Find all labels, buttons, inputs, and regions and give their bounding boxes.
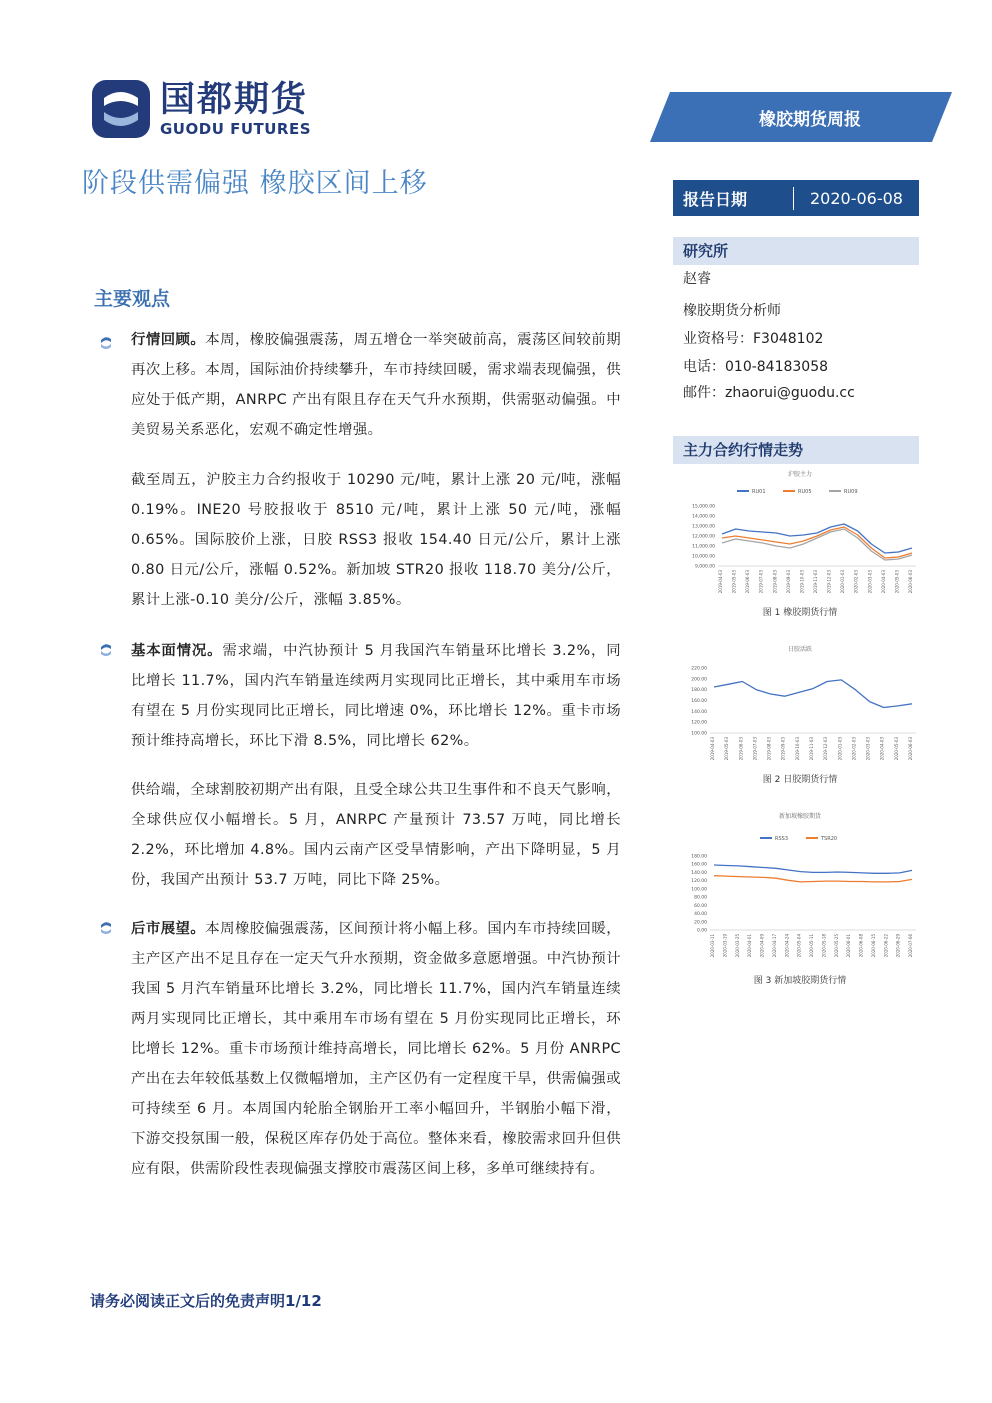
y-tick-label: 180.00: [691, 688, 707, 694]
legend-label: TSR20: [821, 836, 838, 842]
y-tick-label: 120.00: [691, 879, 707, 885]
analyst-phone: 电话：010-84183058: [683, 359, 829, 375]
x-tick-label: 2019-05-03: [724, 737, 730, 761]
legend-label: RU01: [752, 489, 766, 495]
analyst-title: 橡胶期货分析师: [683, 303, 781, 319]
chart-shanghai-rubber: [680, 466, 920, 606]
chart-title: 沪胶主力: [787, 471, 813, 478]
x-tick-label: 2020-06-22: [883, 934, 889, 958]
footer-disclaimer: 请务必阅读正文后的免责声明1/12: [90, 1292, 322, 1310]
y-tick-label: 10,000.00: [692, 554, 715, 560]
x-tick-label: 2020-06-03: [908, 737, 913, 761]
y-tick-label: 140.00: [691, 709, 707, 715]
keyword-outlook: 后市展望。: [131, 921, 206, 937]
page-title: 阶段供需偏强 橡胶区间上移: [82, 168, 428, 199]
y-tick-label: 140.00: [691, 870, 707, 876]
y-tick-label: 0.00: [696, 928, 707, 934]
y-tick-label: 220.00: [691, 666, 707, 672]
y-tick-label: 13,000.00: [692, 524, 715, 530]
series-line-RSS3: [714, 865, 912, 873]
x-tick-label: 2019-07-03: [752, 737, 758, 761]
x-tick-label: 2020-06-01: [846, 934, 852, 958]
x-tick-label: 2020-07-06: [908, 934, 913, 958]
x-tick-label: 2019-04-03: [718, 570, 723, 594]
x-tick-label: 2020-04-17: [771, 934, 777, 958]
y-tick-label: 160.00: [691, 862, 707, 868]
chart-title: 日胶活跃: [787, 646, 813, 653]
series-line-日胶活跃: [714, 680, 912, 708]
x-tick-label: 2020-05-11: [809, 934, 814, 958]
x-tick-label: 2020-05-25: [833, 934, 839, 958]
y-tick-label: 200.00: [691, 677, 707, 683]
paragraph-outlook: [131, 914, 621, 1184]
y-tick-label: 12,000.00: [692, 534, 715, 540]
paragraph-supply: 供给端，全球割胶初期产出有限，且受全球公共卫生事件和不良天气影响，全球供应仅小幅增长。5 月，ANRPC 产量预计 73.57 万吨，同比增长 2.2%，环比增加 4.8%。国内云南产区受旱情影响，产出下降明显，5 月份，我国产出预计 53.7 万吨，同比下降 25%。: [131, 782, 621, 888]
paragraph-price-summary: 截至周五，沪胶主力合约报收于 10290 元/吨，累计上涨 20 元/吨，涨幅 0.19%。INE20 号胶报收于 8510 元/吨，累计上涨 50 元/吨，涨幅 0.65%。国际胶价上涨，日胶 RSS3 报收 154.40 日元/公斤，累计上涨 0.80 日元/公斤，涨幅 0.52%。新加坡 STR20 报收 118.70 美分/公斤，累计上涨-0.10 美分/公斤，涨幅 3.85%。: [131, 472, 621, 608]
y-tick-label: 120.00: [691, 720, 707, 726]
paragraph-text: 本周，橡胶偏强震荡，周五增仓一举突破前高，震荡区间较前期再次上移。本周，国际油价持续攀升，车市持续回暖，需求端表现偏强，供应处于低产期，ANRPC 产出有限且存在天气升水预期，供需驱动偏强。中美贸易关系恶化，宏观不确定性增强。: [131, 332, 621, 438]
y-tick-label: 11,000.00: [692, 544, 715, 550]
x-tick-label: 2019-11-03: [813, 570, 818, 594]
x-tick-label: 2019-09-03: [785, 570, 791, 594]
x-tick-label: 2019-06-03: [745, 570, 751, 594]
x-tick-label: 2020-03-25: [734, 934, 740, 958]
legend-label: RU05: [798, 489, 812, 495]
x-tick-label: 2019-11-03: [809, 737, 814, 761]
x-tick-label: 2020-04-09: [759, 934, 765, 958]
legend-label: RU09: [844, 489, 858, 495]
x-tick-label: 2020-04-01: [747, 934, 753, 958]
x-tick-label: 2019-09-03: [780, 737, 786, 761]
keyword-fundamentals: 基本面情况。: [131, 643, 223, 659]
report-type-label: 橡胶期货周报: [759, 110, 861, 130]
analyst-name: 赵睿: [683, 271, 711, 287]
paragraph-market-review: [131, 325, 621, 445]
x-tick-label: 2020-06-08: [858, 934, 864, 958]
chart-japan-rubber: [680, 643, 920, 771]
bullet-icon: [98, 919, 114, 935]
y-tick-label: 100.00: [691, 887, 707, 893]
y-tick-label: 80.00: [694, 895, 707, 901]
x-tick-label: 2019-08-03: [766, 737, 772, 761]
chart-1-caption: 图 1 橡胶期货行情: [762, 608, 838, 618]
y-tick-label: 14,000.00: [692, 514, 715, 520]
analyst-email: 邮件：zhaorui@guodu.cc: [683, 385, 855, 401]
x-tick-label: 2020-01-03: [840, 570, 846, 594]
chart-3-caption: 图 3 新加坡胶期货行情: [753, 976, 847, 986]
chart-2-caption: 图 2 日胶期货行情: [762, 775, 838, 785]
x-tick-label: 2020-03-19: [722, 934, 728, 958]
x-tick-label: 2020-02-03: [853, 570, 859, 594]
x-tick-label: 2019-10-03: [794, 737, 800, 761]
section-title: 主要观点: [94, 288, 171, 310]
chart-title: 新加坡橡胶期货: [778, 813, 822, 820]
y-tick-label: 40.00: [694, 912, 707, 918]
report-date-label: 报告日期: [673, 187, 794, 210]
x-tick-label: 2020-06-03: [908, 570, 913, 594]
paragraph-text: 本周橡胶偏强震荡，区间预计将小幅上移。国内车市持续回暖，主产区产出不足且存在一定天气升水预期，资金做多意愿增强。中汽协预计我国 5 月汽车销量环比增长 3.2%，同比增长 11.7%，国内汽车销量连续两月实现同比正增长，其中乘用车市场有望在 5 月份实现同比正增长，环比增长 12%。重卡市场预计维持高增长，同比增长 62%。5 月份 ANRPC 产出在去年较低基数上仅微幅增加，主产区仍有一定程度干旱，供需偏强或可持续至 6 月。本周国内轮胎全钢胎开工率小幅回升，半钢胎小幅下滑，下游交投氛围一般，保税区库存仍处于高位。整体来看，橡胶需求回升但供应有限，供需阶段性表现偏强支撑胶市震荡区间上移，多单可继续持有。: [131, 921, 621, 1177]
y-tick-label: 180.00: [691, 854, 707, 860]
paragraph-text: 需求端，中汽协预计 5 月我国汽车销量环比增长 3.2%，同比增长 11.7%，国内汽车销量连续两月实现同比正增长，其中乘用车市场有望在 5 月份实现同比正增长，同比增速 0%，环比增长 12%。重卡市场预计维持高增长，环比下滑 8.5%，同比增长 62%。: [131, 643, 621, 749]
paragraph-fundamentals: [131, 636, 621, 756]
logo-chinese-name: 国都期货: [160, 80, 309, 120]
market-trend-heading: 主力合约行情走势: [673, 436, 919, 464]
guodu-logo-icon: [90, 78, 152, 140]
y-tick-label: 20.00: [694, 920, 707, 926]
logo-english-name: GUODU FUTURES: [160, 120, 312, 138]
series-line-TSR20: [714, 876, 912, 882]
x-tick-label: 2019-10-03: [799, 570, 805, 594]
x-tick-label: 2020-06-29: [895, 934, 901, 958]
y-tick-label: 160.00: [691, 699, 707, 704]
x-tick-label: 2020-01-03: [837, 737, 843, 761]
x-tick-label: 2020-04-03: [880, 570, 886, 594]
keyword-market-review: 行情回顾。: [131, 332, 206, 348]
x-tick-label: 2020-03-11: [710, 934, 715, 958]
y-tick-label: 100.00: [691, 731, 707, 737]
report-date-value: 2020-06-08: [810, 188, 903, 208]
x-tick-label: 2020-03-03: [865, 737, 871, 761]
y-tick-label: 60.00: [694, 903, 707, 909]
chart-singapore-rubber: [680, 808, 920, 968]
x-tick-label: 2020-04-24: [784, 934, 790, 958]
analyst-license: 业资格号：F3048102: [683, 331, 824, 347]
x-tick-label: 2019-12-03: [823, 737, 829, 761]
x-tick-label: 2019-04-03: [710, 737, 715, 761]
bullet-icon: [98, 334, 114, 350]
bullet-icon: [98, 641, 114, 657]
x-tick-label: 2020-04-03: [879, 737, 885, 761]
institute-heading: 研究所: [673, 237, 919, 265]
x-tick-label: 2020-06-15: [870, 934, 876, 958]
x-tick-label: 2020-05-03: [893, 737, 899, 761]
x-tick-label: 2019-06-03: [738, 737, 744, 761]
x-tick-label: 2019-07-03: [758, 570, 764, 594]
y-tick-label: 15,000.00: [692, 504, 715, 510]
x-tick-label: 2019-12-03: [826, 570, 832, 594]
x-tick-label: 2020-05-04: [796, 934, 802, 958]
x-tick-label: 2019-08-03: [772, 570, 778, 594]
x-tick-label: 2020-02-03: [851, 737, 857, 761]
y-tick-label: 9,000.00: [694, 564, 715, 570]
x-tick-label: 2019-05-03: [731, 570, 737, 594]
legend-label: RSS3: [775, 836, 789, 842]
x-tick-label: 2020-05-18: [821, 934, 827, 958]
x-tick-label: 2020-05-03: [894, 570, 900, 594]
x-tick-label: 2020-03-03: [867, 570, 873, 594]
report-date-box: [673, 180, 919, 216]
